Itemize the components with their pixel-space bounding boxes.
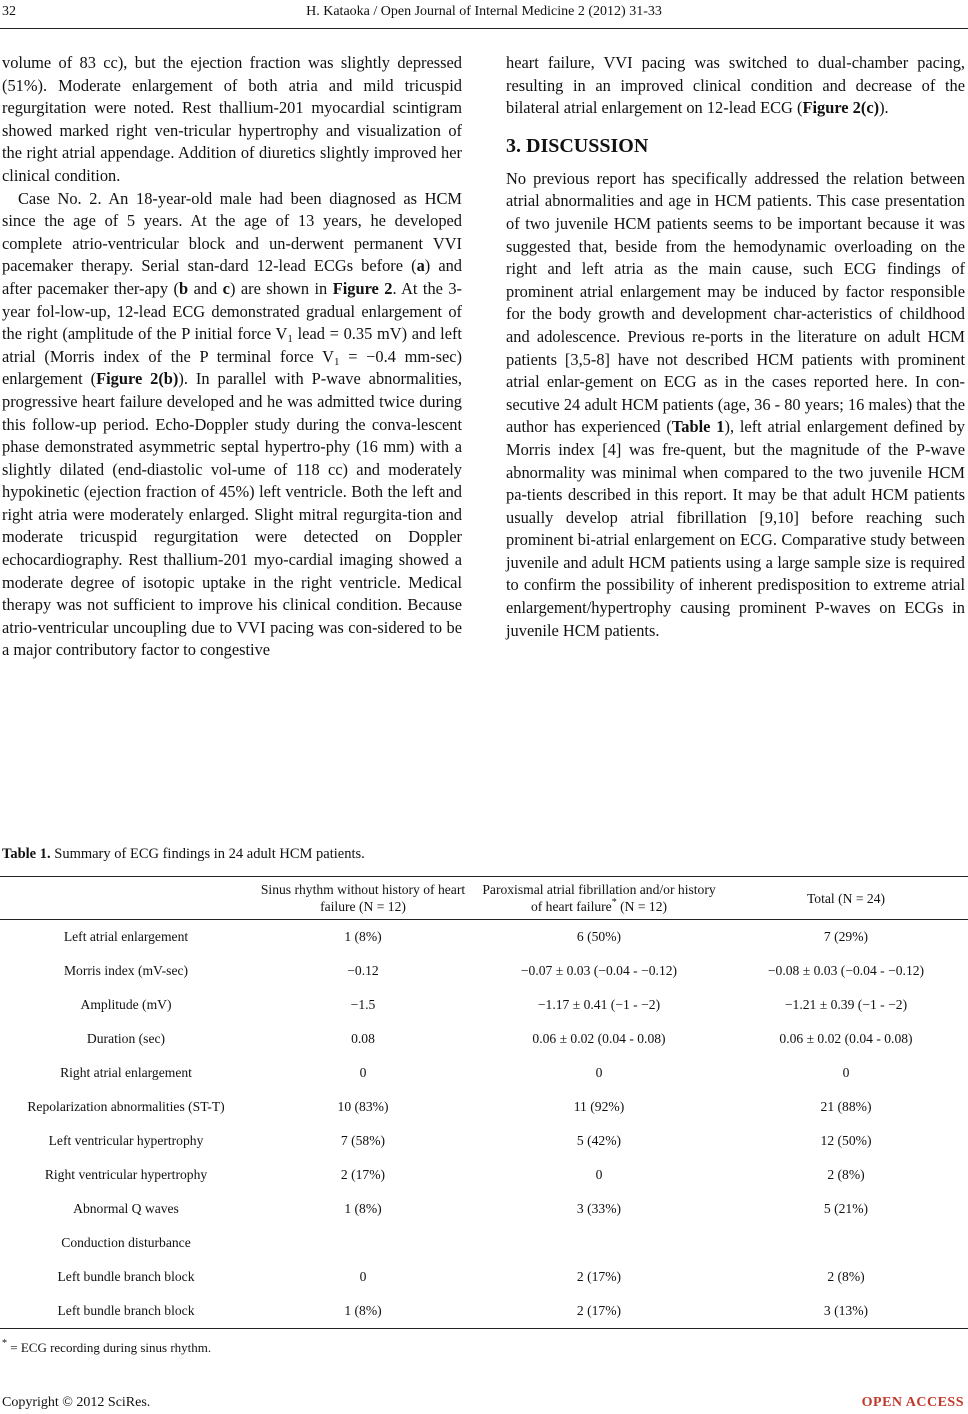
table-cell: 0 — [595, 1167, 603, 1182]
table-cell: 2 (17%) — [474, 1294, 724, 1329]
bold-ref: b — [179, 278, 189, 298]
table-header-row — [0, 877, 968, 920]
table-cell: 2 (8%) — [827, 1167, 865, 1182]
text-run: . At the 3-year fol-low-up, 12-lead ECG demonstrated gradual enlargement of the right (amplitude of the P initial force V — [2, 278, 462, 344]
open-access-label: OPEN ACCESS — [861, 1395, 964, 1410]
table-cell: 0.08 — [351, 1031, 375, 1046]
table-row — [0, 920, 968, 955]
paragraph-case-2 — [2, 188, 462, 662]
table-header-cell — [474, 877, 724, 920]
table-cell: 21 (88%) — [820, 1099, 872, 1114]
bold-ref: a — [416, 256, 425, 276]
table-row — [0, 1022, 968, 1056]
table-ref: Table 1 — [671, 417, 725, 437]
table-cell: −0.12 — [347, 963, 379, 978]
subscript: 1 — [287, 333, 293, 346]
table-cell: −0.08 ± 0.03 (−0.04 - −0.12) — [767, 963, 925, 978]
table-cell: 12 (50%) — [820, 1133, 872, 1148]
ecg-findings-table — [0, 876, 968, 1329]
table-footnote — [2, 1340, 211, 1356]
paragraph-discussion — [506, 168, 965, 642]
page-header — [0, 0, 968, 30]
table-caption-text: Summary of ECG findings in 24 adult HCM patients. — [50, 846, 365, 862]
table-caption — [2, 846, 365, 863]
table-cell: 6 (50%) — [576, 929, 622, 944]
figure-ref: Figure 2 — [332, 278, 393, 298]
figure-ref: Figure 2(c) — [802, 98, 880, 118]
row-label: Abnormal Q waves — [73, 1201, 179, 1216]
table-row — [0, 954, 968, 988]
copyright: Copyright © 2012 SciRes. — [2, 1395, 151, 1410]
right-column — [506, 52, 965, 642]
row-label: Duration (sec) — [86, 1031, 166, 1046]
table-header-cell: Sinus rhythm without history of heart failure (N = 12) — [252, 877, 474, 920]
table-cell: −1.17 ± 0.41 (−1 - −2) — [537, 997, 661, 1012]
table-row — [0, 1090, 968, 1124]
text-run: = −0.4 mm-sec) enlargement ( — [2, 346, 462, 389]
table-row — [0, 1294, 968, 1329]
table-cell: −1.5 — [350, 997, 376, 1012]
table-row — [0, 1260, 968, 1294]
table-caption-label: Table 1. — [2, 846, 51, 862]
left-column — [2, 52, 462, 662]
footnote-mark: * — [611, 897, 617, 908]
table-row — [0, 1124, 968, 1158]
table-cell: 1 (8%) — [344, 1201, 382, 1216]
table-cell: 2 (17%) — [340, 1167, 386, 1182]
header-text: Paroxismal atrial fibrillation and/or history of heart failure — [482, 882, 716, 914]
header-rule — [0, 28, 968, 29]
text-run: ). In parallel with P-wave abnormalities, progressive heart failure developed and he was admitted twice during this follow-up period. Echo-Doppler study during the conva-lescent phase demonstrated asymmetric septal hypertro-phy (16 mm) with a slightly dilated (end-diastolic vol-ume of 118 cc) and moderately hypokinetic (ejection fraction of 45%) left ventricle. Both the left and right atria were moderately enlarged. Slight mitral regurgita-tion and moderate tricuspid regurgitation were detected on Doppler echocardiography. Rest thallium-201 myo-cardial imaging showed a moderate degree of isotopic uptake in the right ventricle. Medical therapy was not sufficient to improve his clinical condition. Because atrio-ventricular uncoupling due to VVI pacing was con-sidered to be a major contributory factor to congestive — [2, 369, 462, 660]
text-run: ). — [879, 98, 889, 118]
table-row — [0, 1192, 968, 1226]
table-cell: 3 (13%) — [724, 1294, 968, 1329]
table-cell: 2 (17%) — [576, 1269, 622, 1284]
row-label: Left bundle branch block — [57, 1269, 195, 1284]
table-cell: 2 (8%) — [827, 1269, 865, 1284]
table-row — [0, 988, 968, 1022]
table-cell: 3 (33%) — [576, 1201, 622, 1216]
table-header-cell: Total (N = 24) — [724, 877, 968, 920]
text-run: lead = 0.35 mV) and left atrial (Morris index of the P terminal force V — [2, 324, 462, 366]
row-label: Left atrial enlargement — [63, 929, 189, 944]
paragraph: volume of 83 cc), but the ejection fraction was slightly depressed (51%). Moderate enlargement of both atria and mild tricuspid regurgitation were noted. Rest thallium-201 myocardial scintigram showed marked right ven-tricular hypertrophy and visualization of the right atrial appendage. Addition of diuretics slightly improved her clinical condition. — [2, 53, 462, 185]
row-label: Conduction disturbance — [61, 1235, 191, 1250]
subscript: 1 — [333, 355, 340, 368]
table-row — [0, 1226, 968, 1260]
table-cell: 0 — [359, 1065, 367, 1080]
row-label: Right ventricular hypertrophy — [44, 1167, 208, 1182]
text-run: Case No. 2. An 18-year-old male had been diagnosed as HCM since the age of 5 years. At the age of 13 years, he developed complete atrio-ventricular block and un-derwent permanent VVI pacemaker therapy. Serial stan-dard 12-lead ECGs before ( — [2, 188, 462, 276]
footnote-mark: * — [2, 1338, 7, 1349]
footnote-text: = ECG recording during sinus rhythm. — [7, 1340, 212, 1355]
table-cell: 0.06 ± 0.02 (0.04 - 0.08) — [779, 1031, 913, 1046]
table-body — [0, 920, 968, 1329]
text-run: ), left atrial enlargement defined by Morris index [4] was fre-quent, but the magnitude of the P-wave abnormality was minimal when compared to the two juvenile HCM pa-tients described in this report. It may be that adult HCM patients usually develop atrial fibrillation [9,10] before reaching such prominent bi-atrial enlargement on ECG. Comparative study between juvenile and adult HCM patients using a large sample size is required to confirm the possibility of inherent predisposition to extreme atrial enlargement/hypertrophy causing prominent P-waves on ECGs in juvenile HCM patients. — [506, 417, 965, 640]
table-cell: 11 (92%) — [573, 1099, 625, 1114]
table-cell: 5 (21%) — [823, 1201, 869, 1216]
table-cell — [724, 1226, 968, 1260]
table-row — [0, 1158, 968, 1192]
table-cell: 7 (58%) — [340, 1133, 386, 1148]
row-label: Amplitude (mV) — [80, 997, 172, 1012]
section-heading: 3. DISCUSSION — [506, 134, 649, 157]
page-number: 32 — [2, 4, 16, 19]
table-cell: 7 (29%) — [823, 929, 869, 944]
running-title: H. Kataoka / Open Journal of Internal Medicine 2 (2012) 31-33 — [306, 4, 662, 19]
bold-ref: c — [222, 278, 230, 298]
header-text: (N = 12) — [616, 899, 668, 914]
text-run: ) are shown in — [229, 278, 333, 298]
table-1 — [0, 876, 968, 1329]
table-cell: 0.06 ± 0.02 (0.04 - 0.08) — [532, 1031, 666, 1046]
text-run: ) and after pacemaker ther-apy ( — [2, 256, 462, 298]
table-cell: 5 (42%) — [576, 1133, 622, 1148]
table-cell — [474, 1226, 724, 1260]
table-cell: 10 (83%) — [337, 1099, 389, 1114]
table-cell: 0 — [842, 1065, 850, 1080]
table-cell: 0 — [595, 1065, 603, 1080]
table-cell: −1.21 ± 0.39 (−1 - −2) — [784, 997, 908, 1012]
paragraph — [506, 52, 965, 120]
row-label: Right atrial enlargement — [60, 1065, 192, 1080]
table-cell: 1 (8%) — [344, 929, 382, 944]
row-label: Left ventricular hypertrophy — [48, 1133, 204, 1148]
table-header-cell — [0, 877, 252, 920]
row-label: Morris index (mV-sec) — [63, 963, 189, 978]
text-run: heart failure, VVI pacing was switched to dual-chamber pacing, resulting in an improved clinical condition and decrease of the bilateral atrial enlargement on 12-lead ECG ( — [506, 53, 965, 118]
table-cell: −0.07 ± 0.03 (−0.04 - −0.12) — [520, 963, 678, 978]
text-run: and — [188, 278, 223, 298]
table-cell — [252, 1226, 474, 1260]
table-cell: 0 — [359, 1269, 367, 1284]
figure-ref: Figure 2(b) — [96, 369, 179, 389]
row-label: Left bundle branch block — [0, 1294, 252, 1329]
row-label: Repolarization abnormalities (ST-T) — [27, 1099, 225, 1114]
table-row — [0, 1056, 968, 1090]
table-cell: 1 (8%) — [252, 1294, 474, 1329]
text-run: No previous report has specifically addressed the relation between atrial abnormalities and age in HCM patients. This case presentation of two juvenile HCM patients seems to be important because it was suggested that, beside from the hemodynamic overloading on the right and left atria as the main cause, such ECG findings of prominent atrial enlargement may be induced by factor responsible for the body growth and development char-acteristics of childhood and adolescence. Previous re-ports in the literature on adult HCM patients [3,5-8] have not described HCM patients with prominent atrial enlar-gement on ECG as in the cases reported here. In con-secutive 24 adult HCM patients (age, 36 - 80 years; 16 males) that the author has experienced ( — [506, 168, 965, 437]
